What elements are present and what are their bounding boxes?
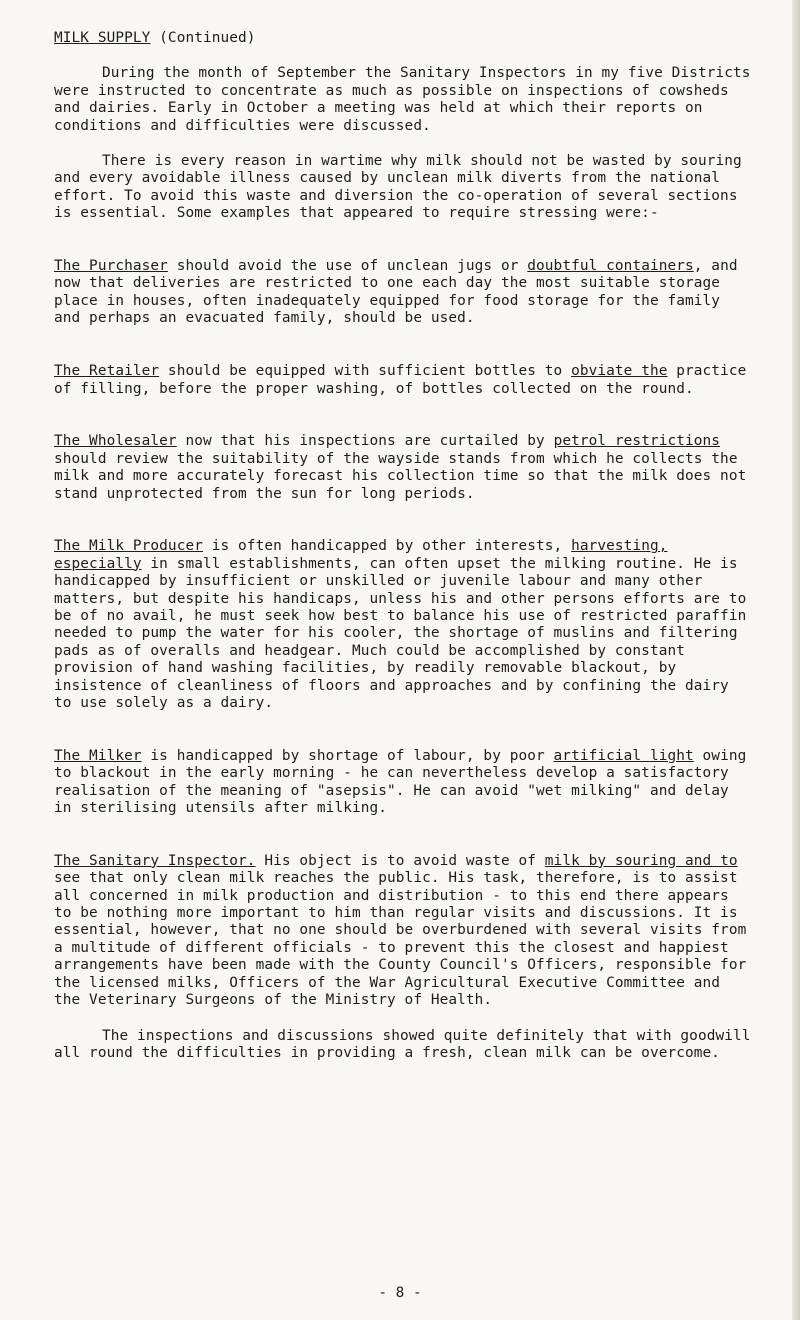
document-body bbox=[54, 30, 754, 1080]
subject-inspector: The Sanitary Inspector. bbox=[54, 852, 256, 869]
paragraph-inspector bbox=[54, 835, 754, 1009]
inspector-text: see that only clean milk reaches the public. His task, therefore, is to assist all concerned in milk production and distribution - to this end there appears to be nothing more important to him than regular visits and discussions. It is essential, however, that no one should be overburdened with several visits from a multitude of different officials - to prevent this the closest and happiest arrangements have been made with the County Council's Officers, responsible for the licensed milks, Officers of the War Agricultural Executive Committee and the Veterinary Surgeons of the Ministry of Health. bbox=[54, 870, 747, 1009]
paragraph-milker bbox=[54, 730, 754, 817]
producer-text: in small establishments, can often upset the milking routine. He is handicapped by insufficient or unskilled or juvenile labour and many other matters, but despite his handicaps, unless his and other persons efforts are to be of no avail, he must seek how best to balance his use of restricted paraffin needed to pump the water for his cooler, the shortage of muslins and filtering pads as of overalls and headgear. Much could be accomplished by constant provision of hand washing facilities, by readily removable blackout, by insistence of cleanliness of floors and approaches and by confining the dairy to use solely as a dairy. bbox=[54, 555, 747, 711]
wholesaler-underlined: petrol restrictions bbox=[553, 433, 721, 450]
paragraph-producer bbox=[54, 521, 754, 712]
milker-underlined: artificial light bbox=[553, 747, 694, 764]
paragraph-purchaser bbox=[54, 241, 754, 328]
page-number: - 8 - bbox=[378, 1285, 422, 1301]
subject-producer: The Milk Producer bbox=[54, 538, 203, 555]
milker-lead: is handicapped by shortage of labour, by poor bbox=[141, 747, 554, 764]
purchaser-lead: should avoid the use of unclean jugs or bbox=[167, 258, 528, 275]
subject-purchaser: The Purchaser bbox=[54, 258, 168, 275]
heading-suffix: (Continued) bbox=[150, 30, 256, 46]
producer-lead: is often handicapped by other interests, bbox=[203, 538, 572, 555]
subject-retailer: The Retailer bbox=[54, 363, 160, 380]
wholesaler-lead: now that his inspections are curtailed by bbox=[176, 433, 554, 450]
page-edge-shadow bbox=[792, 0, 800, 1320]
paragraph-wholesaler bbox=[54, 416, 754, 503]
paragraph-conclusion: The inspections and discussions showed quite definitely that with goodwill all round the difficulties in providing a fresh, clean milk can be overcome. bbox=[54, 1027, 751, 1061]
paragraph-reason: There is every reason in wartime why milk should not be wasted by souring and every avoidable illness caused by unclean milk diverts from the national effort. To avoid this waste and diversion the co-operation of several sections is essential. Some examples that appeared to require stressing were:- bbox=[54, 153, 742, 222]
purchaser-underlined: doubtful containers bbox=[527, 258, 694, 275]
retailer-lead: should be equipped with sufficient bottles to bbox=[159, 363, 572, 380]
producer-underlined: harvesting, especially bbox=[54, 538, 668, 572]
milker-text: owing to blackout in the early morning - he can nevertheless develop a satisfactory realisation of the meaning of "asepsis". He can avoid "wet milking" and delay in sterilising utensils after milking. bbox=[54, 747, 747, 817]
inspector-lead: His object is to avoid waste of bbox=[255, 852, 545, 869]
retailer-text: practice of filling, before the proper washing, of bottles collected on the round. bbox=[54, 363, 747, 397]
inspector-underlined: milk by souring and to bbox=[544, 852, 738, 869]
retailer-underlined: obviate the bbox=[571, 363, 668, 380]
paragraph-retailer bbox=[54, 346, 754, 398]
section-heading bbox=[54, 30, 754, 47]
paragraph-intro: During the month of September the Sanitary Inspectors in my five Districts were instructed to concentrate as much as possible on inspections of cowsheds and dairies. Early in October a meeting was held at which their reports on conditions and difficulties were discussed. bbox=[54, 65, 751, 134]
wholesaler-text: should review the suitability of the wayside stands from which he collects the milk and more accurately forecast his collection time so that the milk does not stand unprotected from the sun for long periods. bbox=[54, 450, 747, 502]
subject-milker: The Milker bbox=[54, 747, 142, 764]
purchaser-text: , and now that deliveries are restricted to one each day the most suitable storage place in houses, often inadequately equipped for food storage for the family and perhaps an evacuated family, should be used. bbox=[54, 258, 738, 327]
heading-main: MILK SUPPLY bbox=[54, 30, 151, 46]
subject-wholesaler: The Wholesaler bbox=[54, 433, 177, 450]
